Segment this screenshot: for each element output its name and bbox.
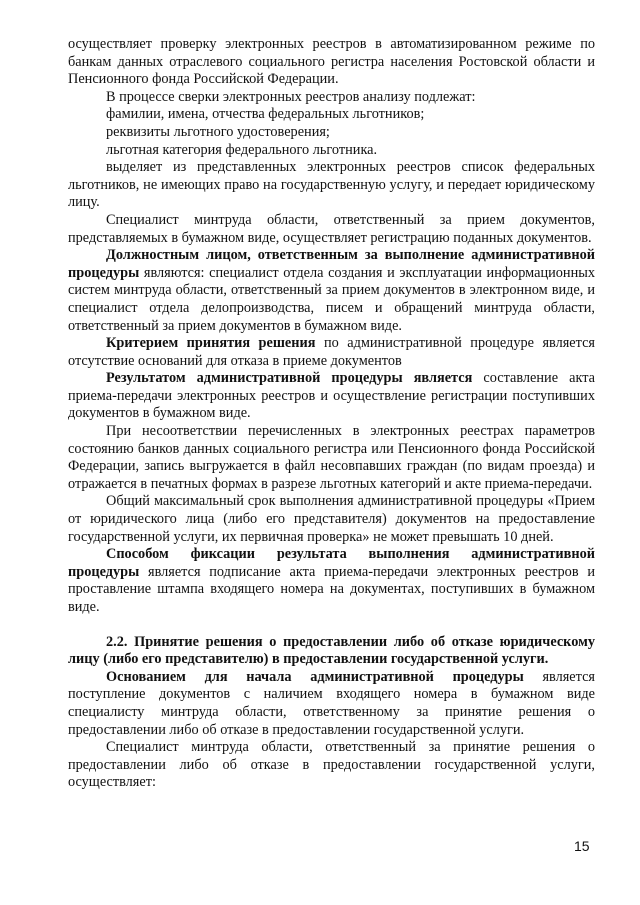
bold-term: Должностным лицом, ответственным за выполнение административной процедуры xyxy=(68,247,595,281)
paragraph-text: является подписание акта приема-передачи электронных реестров и проставление штампа входящего номера на документах, поступивших в бумажном виде. xyxy=(68,563,595,615)
paragraph xyxy=(68,370,595,423)
paragraph xyxy=(68,335,595,370)
paragraph: выделяет из представленных электронных реестров список федеральных льготников, не имеющих право на государственную услугу, и передает юридическому лицу. xyxy=(68,159,595,211)
paragraph xyxy=(68,247,595,335)
paragraph-text: составление акта приема-передачи электронных реестров и осуществление регистрации поступивших документов в бумажном виде. xyxy=(68,370,595,422)
paragraph: При несоответствии перечисленных в электронных реестрах параметров состоянию банков данных социального регистра или Пенсионного фонда Российской Федерации, запись выгружается в файл несовпавших граждан (по видам проезда) и отражается в печатных формах в разрезе льготных категорий и акте приема-передачи. xyxy=(68,423,595,492)
bold-term: Результатом административной процедуры является xyxy=(106,370,473,387)
paragraph-text: являются: специалист отдела создания и эксплуатации информационных систем минтруда области, ответственный за прием документов в электронном виде, и специалист отдела делопроизводства, писем и обращений минтруда области, ответственный за прием документов в бумажном виде. xyxy=(68,264,595,334)
paragraph: В процессе сверки электронных реестров анализу подлежат: xyxy=(106,88,476,105)
section-heading: 2.2. Принятие решения о предоставлении либо об отказе юридическому лицу (либо его представителю) в предоставлении государственной услуги. xyxy=(68,633,595,668)
list-item: фамилии, имена, отчества федеральных льготников; xyxy=(106,106,425,123)
paragraph-text: является поступление документов с наличием входящего номера в бумажном виде специалисту минтруда области, ответственному за принятие решения о предоставлении либо об отказе в предоставлении государственной услуги. xyxy=(68,668,595,738)
paragraph: Специалист минтруда области, ответственный за принятие решения о предоставлении либо об отказе в предоставлении государственной услуги, осуществляет: xyxy=(68,739,595,791)
document-page xyxy=(68,36,595,792)
paragraph: осуществляет проверку электронных реестров в автоматизированном режиме по банкам данных отраслевого социального регистра населения Ростовской области и Пенсионного фонда Российской Федерации. xyxy=(68,36,595,88)
paragraph xyxy=(68,669,595,739)
paragraph xyxy=(68,546,595,616)
bold-term: Критерием принятия решения xyxy=(106,335,316,352)
list-item: реквизиты льготного удостоверения; xyxy=(106,123,330,140)
paragraph: Общий максимальный срок выполнения административной процедуры «Прием от юридического лица (либо его представителя) документов на предоставление государственной услуги, их первичная проверка» не может превышать 10 дней. xyxy=(68,493,595,545)
page-number: 15 xyxy=(574,838,590,854)
paragraph: Специалист минтруда области, ответственный за прием документов, представляемых в бумажном виде, осуществляет регистрацию поданных документов. xyxy=(68,211,595,246)
paragraph-text: по административной процедуре является отсутствие оснований для отказа в приеме документов xyxy=(68,335,595,369)
spacer xyxy=(68,617,595,634)
list-item: льготная категория федерального льготника. xyxy=(106,141,378,158)
bold-term: Способом фиксации результата выполнения административной процедуры xyxy=(68,546,595,580)
bold-term: Основанием для начала административной процедуры xyxy=(106,668,524,685)
